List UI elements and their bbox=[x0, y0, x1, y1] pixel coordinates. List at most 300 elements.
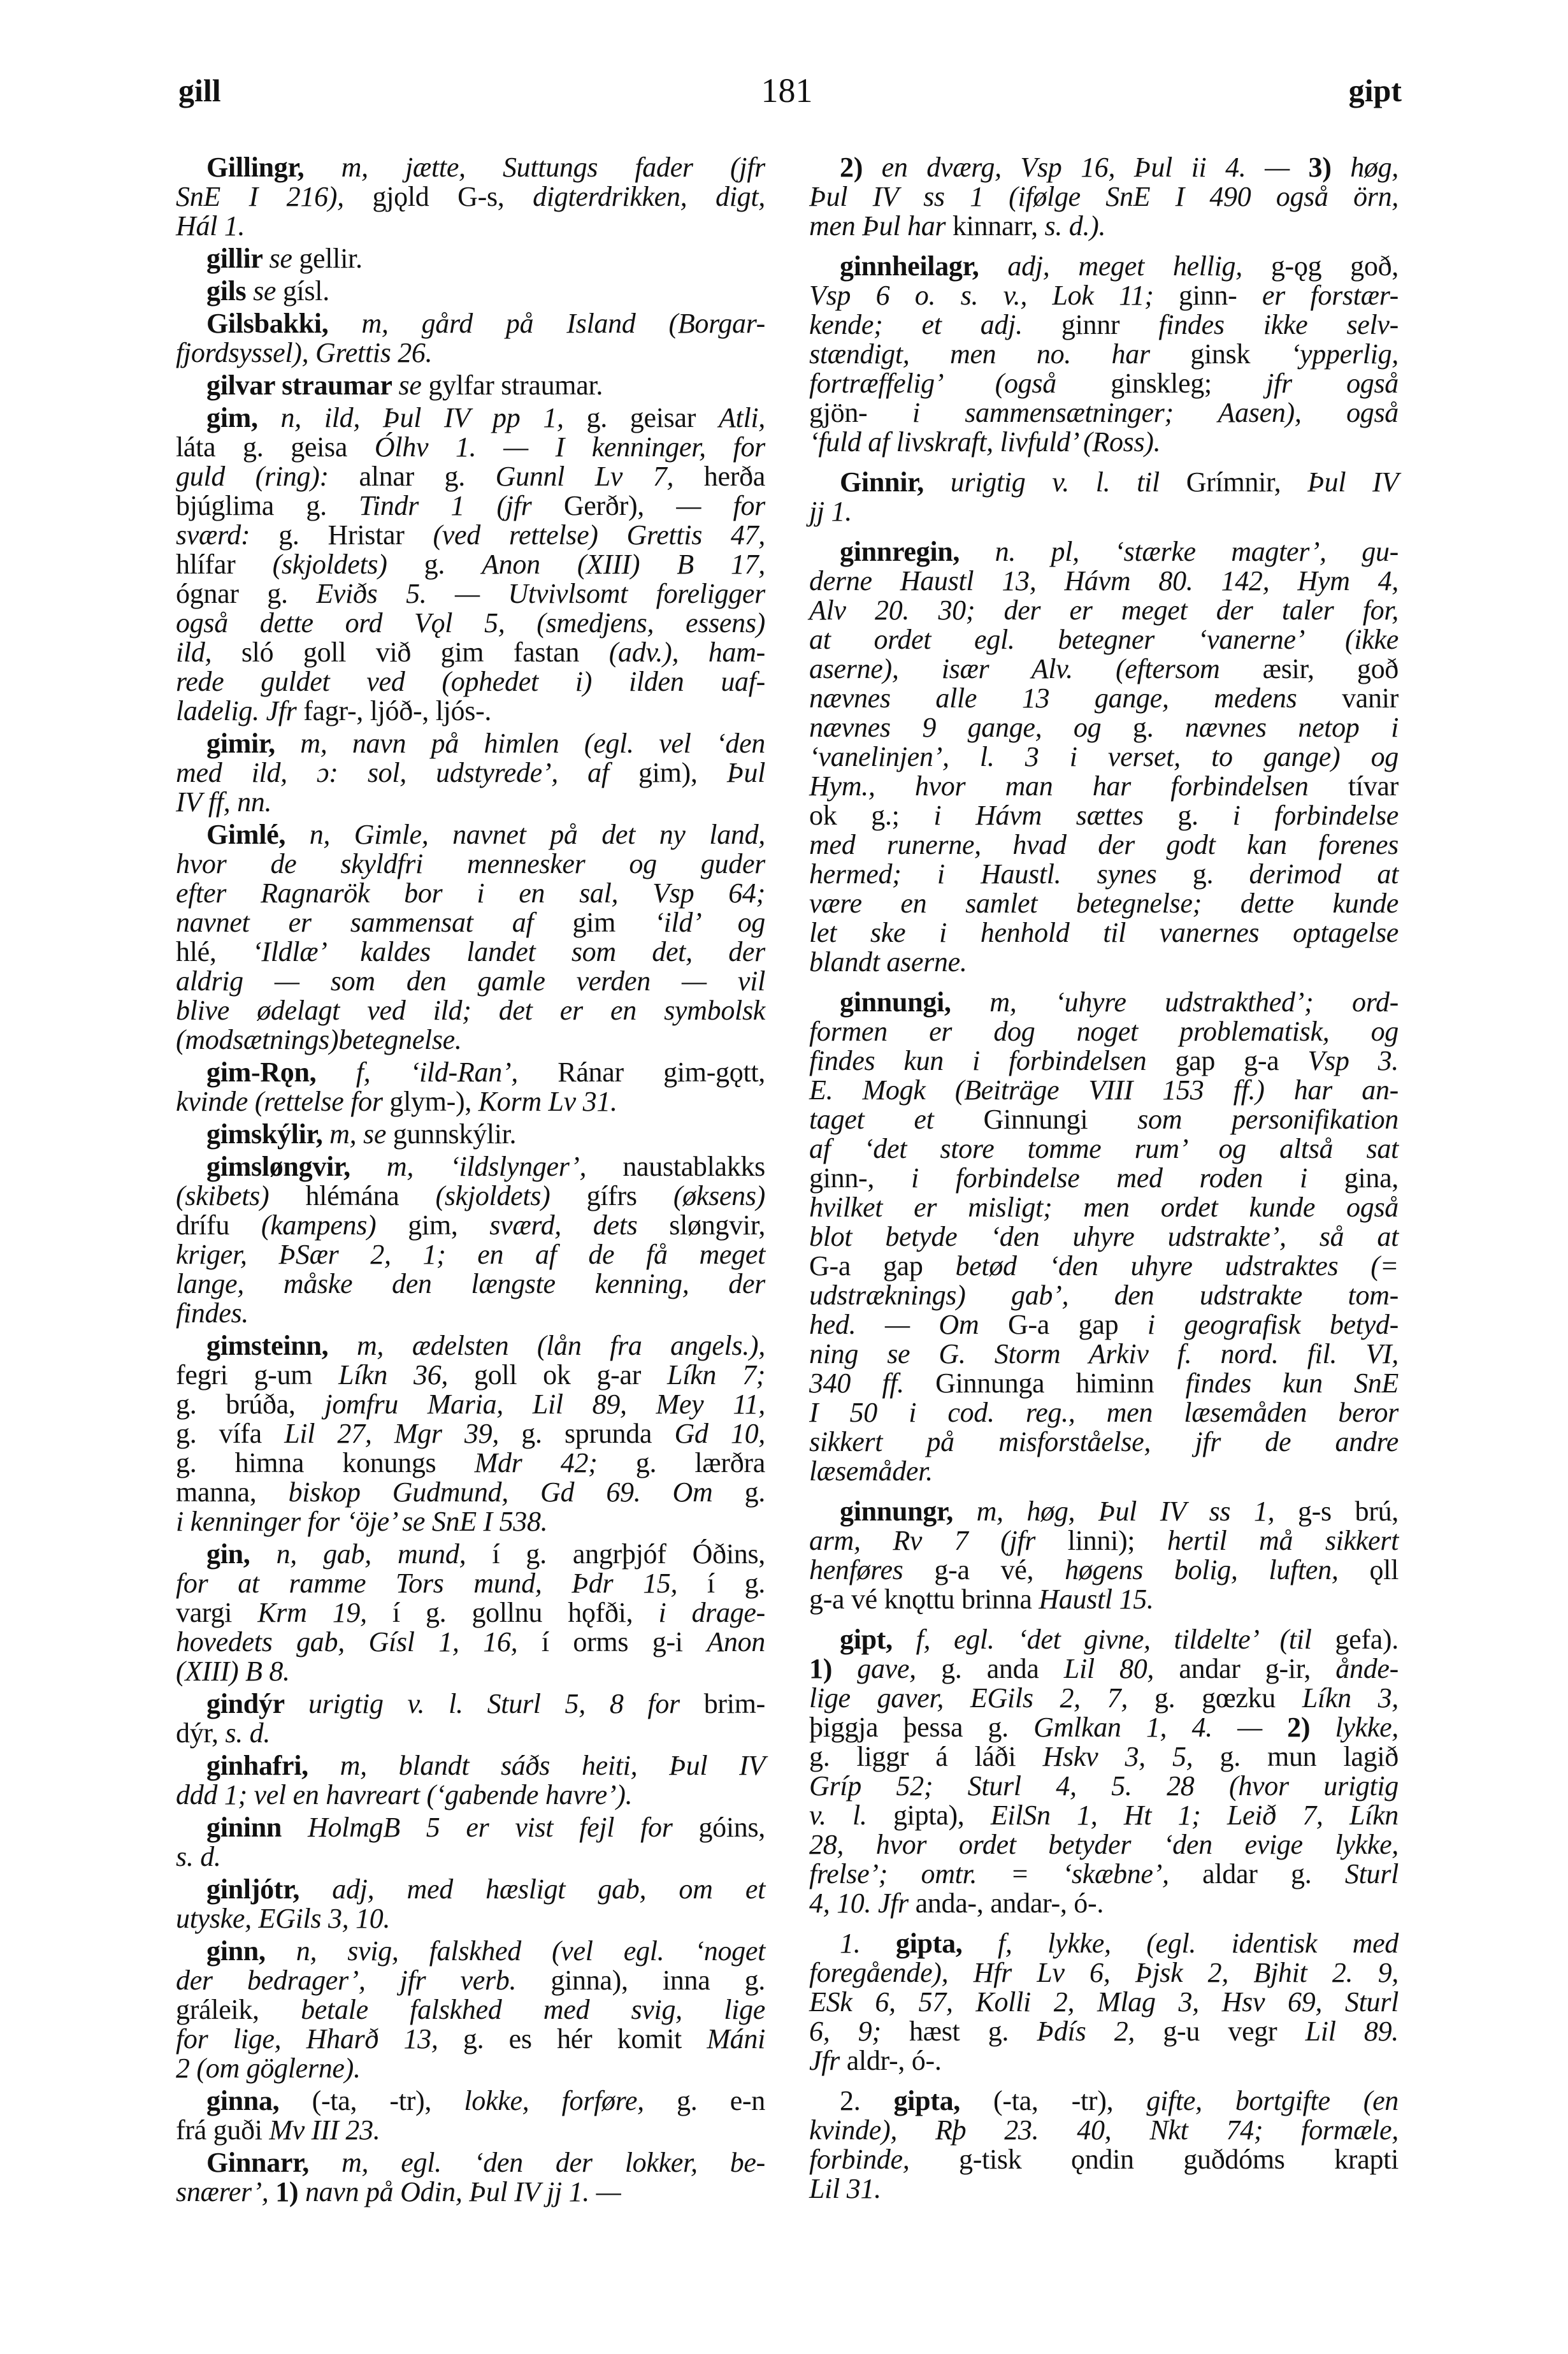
roman-text: láta g. geisa bbox=[176, 431, 375, 463]
roman-text: Gerðr), bbox=[563, 490, 677, 521]
italic-text: let ske i henhold til vanernes optagelse bbox=[809, 917, 1399, 948]
entry-line bbox=[176, 1995, 765, 2025]
roman-text: g-tisk ǫndin guðdóms krapti bbox=[909, 2144, 1399, 2175]
italic-text: Sturl bbox=[1344, 1858, 1399, 1889]
italic-text: (adv.), ham- bbox=[608, 637, 766, 668]
roman-text: fegri g-um bbox=[176, 1359, 339, 1390]
italic-text: ning se G. Storm Arkiv f. nord. fil. VI, bbox=[809, 1338, 1399, 1369]
dictionary-entry bbox=[176, 153, 765, 241]
italic-text: nævnes alle 13 gange, medens bbox=[809, 682, 1342, 714]
entry-line bbox=[809, 1076, 1399, 1105]
entry-line bbox=[176, 1689, 765, 1719]
roman-text: hlémána bbox=[305, 1180, 436, 1211]
entry-line bbox=[809, 567, 1399, 596]
roman-text: bjúglima g. bbox=[176, 490, 359, 521]
headword: gimskýlir, bbox=[206, 1118, 323, 1150]
entry-line bbox=[176, 1842, 765, 1872]
entry-line bbox=[809, 2017, 1399, 2046]
roman-text: gipta), bbox=[893, 1800, 991, 1831]
entry-line bbox=[176, 1780, 765, 1810]
italic-text: gifte, bortgifte (en bbox=[1146, 2085, 1399, 2116]
entry-line bbox=[809, 310, 1399, 340]
roman-text: ginna), inna g. bbox=[550, 1965, 765, 1996]
roman-text: aldr-, ó-. bbox=[846, 2045, 942, 2076]
entry-line bbox=[809, 153, 1399, 182]
italic-text: navn på Odin, Þul IV jj 1. — bbox=[305, 2176, 621, 2207]
italic-text: ild, bbox=[176, 637, 212, 668]
italic-text: i sammensætninger; Aasen), også bbox=[912, 397, 1399, 428]
italic-text: lokke, forføre, bbox=[464, 2085, 644, 2116]
italic-text: er forstær- bbox=[1262, 280, 1399, 311]
italic-text: 2 (om göglerne). bbox=[176, 2053, 361, 2084]
italic-text: adj, med hæsligt gab, om et bbox=[299, 1874, 765, 1905]
italic-text: (skjoldets) bbox=[272, 549, 424, 580]
roman-text: (-ta, -tr), bbox=[279, 2085, 464, 2116]
entry-line bbox=[809, 1526, 1399, 1556]
italic-text: ‘fuld af livskraft, livfuld’ (Ross). bbox=[809, 426, 1161, 458]
roman-text: ginn-, bbox=[809, 1162, 911, 1194]
italic-text: se bbox=[398, 370, 429, 401]
italic-text: I 50 i cod. reg., men læsemåden beror bbox=[809, 1397, 1399, 1428]
italic-text: navnet er sammensat af bbox=[176, 907, 573, 938]
italic-text: m, ‘uhyre udstrakthed’; ord- bbox=[951, 986, 1399, 1018]
headword: Ginnir, bbox=[840, 466, 924, 498]
roman-text: sló goll við gim fastan bbox=[212, 637, 609, 668]
roman-text: g-s brú, bbox=[1274, 1496, 1399, 1527]
italic-text: hvilket er misligt; men ordet kunde også bbox=[809, 1192, 1399, 1223]
entry-line bbox=[176, 2086, 765, 2116]
italic-text: af ‘det store tomme rum’ og altså sat bbox=[809, 1133, 1399, 1164]
entry-line bbox=[176, 908, 765, 937]
italic-text: lange, måske den længste kenning, der bbox=[176, 1268, 765, 1299]
italic-text: findes kun i forbindelsen bbox=[809, 1045, 1176, 1076]
entry-line bbox=[176, 338, 765, 368]
italic-text: Gunnl Lv 7, bbox=[495, 461, 674, 492]
entry-line bbox=[809, 1457, 1399, 1486]
italic-text: Lil 89. bbox=[1305, 2016, 1399, 2047]
italic-text: Þul IV bbox=[1307, 466, 1399, 498]
italic-text: (ved rettelse) Grettis 47, bbox=[433, 519, 765, 551]
entry-line bbox=[809, 2046, 1399, 2076]
dictionary-entry bbox=[176, 2086, 765, 2145]
roman-text: brim- bbox=[703, 1688, 765, 1719]
entry-line bbox=[176, 1240, 765, 1269]
entry-line bbox=[176, 879, 765, 908]
italic-text: v. l. bbox=[809, 1800, 893, 1831]
italic-text: Þdís 2, bbox=[1037, 2016, 1135, 2047]
italic-text: (øksens) bbox=[673, 1180, 766, 1211]
dictionary-entry bbox=[176, 1120, 765, 1149]
roman-text: goll ok g-ar bbox=[448, 1359, 668, 1390]
italic-text: aserne), især Alv. (eftersom bbox=[809, 653, 1263, 684]
roman-text: Ránar gim-gǫtt, bbox=[517, 1057, 766, 1088]
roman-text: kinnarr, bbox=[952, 210, 1045, 242]
italic-text: jj 1. bbox=[809, 496, 852, 527]
italic-text: betale falskhed med svig, lige bbox=[301, 1994, 765, 2025]
dictionary-entry bbox=[809, 1929, 1399, 2076]
entry-line bbox=[176, 1507, 765, 1536]
italic-text: Lil 27, Mgr 39, bbox=[284, 1418, 500, 1449]
entry-line bbox=[809, 1369, 1399, 1398]
italic-text: m, ‘ildslynger’, bbox=[350, 1151, 587, 1182]
italic-text: Líkn 3, bbox=[1302, 1682, 1399, 1714]
italic-text: SnE I 216), bbox=[176, 181, 344, 212]
entry-line bbox=[809, 1427, 1399, 1457]
dictionary-entry bbox=[176, 1331, 765, 1536]
roman-text: gim bbox=[572, 907, 655, 938]
dictionary-entry bbox=[809, 468, 1399, 526]
italic-text: n. pl, ‘stærke magter’, gu- bbox=[960, 536, 1399, 567]
entry-line bbox=[809, 801, 1399, 830]
roman-text: ǫll bbox=[1338, 1554, 1399, 1585]
entry-line bbox=[809, 1988, 1399, 2017]
header-guide-word-right: gipt bbox=[1348, 73, 1402, 108]
entry-line bbox=[809, 1164, 1399, 1193]
entry-line bbox=[176, 1478, 765, 1507]
left-column bbox=[176, 153, 765, 2207]
italic-text: blandt aserne. bbox=[809, 946, 967, 978]
entry-line bbox=[176, 2148, 765, 2177]
dictionary-entry bbox=[176, 1689, 765, 1748]
entry-line bbox=[809, 398, 1399, 428]
dictionary-entry bbox=[176, 1152, 765, 1328]
italic-text: ånde- bbox=[1335, 1653, 1399, 1684]
italic-text: ‘vanelinjen’, l. 3 i verset, to gange) og bbox=[809, 741, 1399, 772]
italic-text: i Hávm sættes bbox=[933, 800, 1178, 831]
italic-text: findes. bbox=[176, 1297, 249, 1329]
italic-text: Gríp 52; Sturl 4, 5. 28 (hvor urigtig bbox=[809, 1770, 1399, 1802]
entry-line bbox=[176, 1719, 765, 1748]
italic-text: som personifikation bbox=[1137, 1104, 1399, 1135]
italic-text: aldrig — som den gamle verden — vil bbox=[176, 965, 765, 997]
roman-text: herða bbox=[673, 461, 765, 492]
roman-text: í g. gollnu hǫfði, bbox=[366, 1597, 659, 1628]
italic-text: derne Haustl 13, Hávm 80. 142, Hym 4, bbox=[809, 565, 1399, 596]
dictionary-entry bbox=[809, 1625, 1399, 1918]
italic-text: høgens bolig, luften, bbox=[1065, 1554, 1339, 1585]
entry-line bbox=[809, 182, 1399, 212]
italic-text: (skibets) bbox=[176, 1180, 306, 1211]
roman-text: G-a gap bbox=[1007, 1309, 1147, 1340]
italic-text: 340 ff. bbox=[809, 1368, 904, 1399]
roman-text: (-ta, -tr), bbox=[960, 2085, 1147, 2116]
entry-line bbox=[809, 948, 1399, 977]
italic-text: der bedrager’, jfr verb. bbox=[176, 1965, 551, 1996]
italic-text: med runerne, hvad der godt kan forenes bbox=[809, 829, 1399, 860]
headword: ginnungr, bbox=[840, 1496, 953, 1527]
roman-text: gim, bbox=[408, 1209, 490, 1241]
italic-text: findes kun SnE bbox=[1185, 1368, 1399, 1399]
entry-line bbox=[809, 1193, 1399, 1222]
headword: gininn bbox=[206, 1812, 308, 1843]
headword: 2) bbox=[1287, 1712, 1335, 1743]
headword: gils bbox=[206, 275, 254, 307]
roman-text: Grímnir, bbox=[1186, 466, 1308, 498]
italic-text: lykke, bbox=[1335, 1712, 1399, 1743]
italic-text: Hskv 3, 5, bbox=[1042, 1741, 1193, 1772]
entry-line bbox=[809, 252, 1399, 281]
roman-text: sløngvir, bbox=[669, 1209, 766, 1241]
roman-text: gjǫld G-s, bbox=[343, 181, 533, 212]
headword: 1) bbox=[809, 1653, 858, 1684]
entry-line bbox=[176, 1628, 765, 1657]
italic-text: Líkn 7; bbox=[667, 1359, 766, 1390]
italic-text: Atli, bbox=[718, 402, 765, 433]
entry-line bbox=[809, 537, 1399, 567]
roman-text: tívar bbox=[1348, 770, 1399, 802]
headword: gindýr bbox=[206, 1688, 308, 1719]
entry-line bbox=[176, 2054, 765, 2083]
italic-text: være en samlet betegnelse; dette kunde bbox=[809, 888, 1399, 919]
entry-line bbox=[809, 2116, 1399, 2145]
entry-line bbox=[176, 1211, 765, 1240]
roman-text: gísl. bbox=[282, 275, 329, 307]
roman-text: g. himna konungs bbox=[176, 1447, 475, 1478]
entry-line bbox=[809, 281, 1399, 310]
italic-text: Lil 80, bbox=[1063, 1653, 1154, 1684]
entry-line bbox=[809, 1801, 1399, 1830]
italic-text: Vsp 3. bbox=[1307, 1045, 1399, 1076]
roman-text: g. mun lagið bbox=[1193, 1741, 1399, 1772]
entry-line bbox=[176, 996, 765, 1025]
entry-line bbox=[809, 1742, 1399, 1772]
entry-line bbox=[809, 1017, 1399, 1046]
roman-text: ginsk bbox=[1190, 338, 1291, 370]
italic-text: kvinde), Rþ 23. 40, Nkt 74; formæle, bbox=[809, 2114, 1399, 2146]
roman-text: g. lærðra bbox=[597, 1447, 765, 1478]
dictionary-entry bbox=[809, 988, 1399, 1486]
italic-text: at ordet egl. betegner ‘vanerne’ (ikke bbox=[809, 624, 1399, 655]
italic-text: n, gab, mund, bbox=[250, 1538, 466, 1570]
italic-text: derimod at bbox=[1249, 858, 1399, 890]
italic-text: digterdrikken, digt, bbox=[533, 181, 765, 212]
italic-text: s. d. bbox=[176, 1841, 221, 1872]
headword: Gillingr, bbox=[206, 152, 305, 183]
italic-text: Vsp 6 o. s. v., Lok 11; bbox=[809, 280, 1154, 311]
headword: ginnungi, bbox=[840, 986, 951, 1018]
italic-text: EilSn 1, Ht 1; Leið 7, Líkn bbox=[990, 1800, 1399, 1831]
entry-line bbox=[809, 1654, 1399, 1684]
roman-text: drífu bbox=[176, 1209, 261, 1241]
italic-text: også dette ord Vǫl 5, (smedjens, essens) bbox=[176, 607, 765, 639]
entry-line bbox=[176, 788, 765, 817]
entry-line bbox=[176, 967, 765, 996]
italic-text: foregående), Hfr Lv 6, Þjsk 2, Bjhit 2. 9, bbox=[809, 1957, 1399, 1988]
entry-line bbox=[176, 462, 765, 491]
entry-line bbox=[176, 667, 765, 697]
italic-text: kvinde (rettelse for bbox=[176, 1086, 390, 1117]
entry-line bbox=[809, 684, 1399, 713]
headword: 3) bbox=[1308, 152, 1351, 183]
entry-line bbox=[809, 1105, 1399, 1134]
entry-line bbox=[809, 830, 1399, 860]
roman-text: manna, bbox=[176, 1477, 289, 1508]
italic-text: Þul bbox=[726, 757, 765, 788]
roman-text: í g. angrþjóf Óðins, bbox=[466, 1538, 765, 1570]
entry-line bbox=[176, 638, 765, 667]
headword: gipt, bbox=[840, 1624, 893, 1655]
headword: ginna, bbox=[206, 2085, 280, 2116]
entry-line bbox=[809, 713, 1399, 742]
entry-line bbox=[809, 1134, 1399, 1164]
entry-line bbox=[176, 1120, 765, 1149]
roman-text: g. bbox=[1177, 800, 1233, 831]
roman-text: g. liggr á láði bbox=[809, 1741, 1043, 1772]
entry-line bbox=[809, 1625, 1399, 1654]
italic-text: m, navn på himlen (egl. vel ‘den bbox=[275, 728, 765, 759]
headword: ginljótr, bbox=[206, 1874, 300, 1905]
entry-line bbox=[176, 1361, 765, 1390]
italic-text: urigtig v. l. Sturl 5, 8 for bbox=[308, 1688, 704, 1719]
roman-text: g-a vé, bbox=[934, 1554, 1065, 1585]
entry-line bbox=[809, 596, 1399, 625]
entry-line bbox=[809, 1684, 1399, 1713]
roman-text: 2. bbox=[840, 2085, 894, 2116]
italic-text: Krm 19, bbox=[257, 1597, 367, 1628]
roman-text: gylfar straumar. bbox=[428, 370, 603, 401]
headword: ginnregin, bbox=[840, 536, 960, 567]
italic-text: Gd 10, bbox=[674, 1418, 765, 1449]
italic-text: E. Mogk (Beiträge VIII 153 ff.) har an- bbox=[809, 1074, 1399, 1106]
roman-text: ógnar g. bbox=[176, 578, 317, 609]
dictionary-entry bbox=[176, 1058, 765, 1116]
entry-line bbox=[176, 491, 765, 521]
entry-line bbox=[176, 403, 765, 433]
roman-text: andar g-ir, bbox=[1154, 1653, 1336, 1684]
entry-line bbox=[809, 1889, 1399, 1918]
entry-line bbox=[176, 277, 765, 306]
headword: 2) bbox=[840, 152, 882, 183]
italic-text: Tindr 1 (jfr bbox=[359, 490, 564, 521]
italic-text: se bbox=[253, 275, 283, 307]
italic-text: (modsætnings)betegnelse. bbox=[176, 1024, 462, 1055]
italic-text: jfr også bbox=[1266, 368, 1399, 399]
roman-text: hæst g. bbox=[881, 2016, 1037, 2047]
entry-line bbox=[176, 609, 765, 638]
roman-text: naustablakks bbox=[586, 1151, 766, 1182]
entry-line bbox=[809, 1772, 1399, 1801]
italic-text: Eviðs 5. — Utvivlsomt foreligger bbox=[316, 578, 765, 609]
dictionary-entry bbox=[176, 309, 765, 368]
italic-text: men Þul har bbox=[809, 210, 953, 242]
roman-text: g. geisar bbox=[563, 402, 719, 433]
entry-line bbox=[809, 497, 1399, 526]
entry-line bbox=[809, 1398, 1399, 1427]
italic-text: kende; et adj. bbox=[809, 309, 1061, 340]
entry-line bbox=[176, 758, 765, 788]
italic-text: findes ikke selv- bbox=[1158, 309, 1399, 340]
entry-line bbox=[176, 1540, 765, 1569]
dictionary-entry bbox=[809, 153, 1399, 241]
roman-text: anda-, andar-, ó-. bbox=[915, 1888, 1104, 1919]
italic-text: m, jætte, Suttungs fader (jfr bbox=[304, 152, 765, 183]
italic-text: Hym., hvor man har forbindelsen bbox=[809, 770, 1348, 802]
roman-text: g. anda bbox=[916, 1653, 1064, 1684]
italic-text: Líkn 36, bbox=[338, 1359, 449, 1390]
italic-text: for lige, Hharð 13, bbox=[176, 2023, 438, 2054]
dictionary-entry bbox=[176, 820, 765, 1055]
roman-text: linni); bbox=[1067, 1525, 1167, 1556]
italic-text: lige gaver, EGils 2, 7, bbox=[809, 1682, 1128, 1714]
roman-text: g. vífa bbox=[176, 1418, 285, 1449]
dictionary-entry bbox=[176, 1540, 765, 1686]
entry-line bbox=[809, 1958, 1399, 1988]
entry-line bbox=[809, 654, 1399, 684]
entry-line bbox=[809, 1046, 1399, 1076]
italic-text: læsemåder. bbox=[809, 1455, 933, 1487]
italic-text: arm, Rv 7 (jfr bbox=[809, 1525, 1068, 1556]
roman-text: vanir bbox=[1342, 682, 1399, 714]
italic-text: 4, 10. Jfr bbox=[809, 1888, 916, 1919]
roman-text: ginn- bbox=[1153, 280, 1262, 311]
entry-line bbox=[809, 1222, 1399, 1252]
roman-text: g-a vé knǫttu brinna bbox=[809, 1584, 1039, 1615]
italic-text: n, svig, falskhed (vel egl. ‘noget bbox=[265, 1935, 765, 1967]
italic-text: Hál 1. bbox=[176, 210, 245, 242]
dictionary-entry bbox=[176, 2148, 765, 2207]
italic-text: ESk 6, 57, Kolli 2, Mlag 3, Hsv 69, Sturl bbox=[809, 1986, 1399, 2018]
entry-line bbox=[176, 1657, 765, 1686]
entry-line bbox=[809, 988, 1399, 1017]
entry-line bbox=[809, 340, 1399, 369]
headword: gimsteinn, bbox=[206, 1330, 329, 1361]
italic-text: Anon bbox=[707, 1626, 765, 1657]
italic-text: i geografisk betyd- bbox=[1147, 1309, 1399, 1340]
italic-text: høg, bbox=[1350, 152, 1399, 183]
entry-line bbox=[809, 1830, 1399, 1859]
italic-text: n, ild, Þul IV pp 1, bbox=[257, 402, 564, 433]
roman-text: hlífar bbox=[176, 549, 273, 580]
entry-line bbox=[176, 1181, 765, 1211]
italic-text: 6, 9; bbox=[809, 2016, 881, 2047]
italic-text: s. d. bbox=[225, 1717, 271, 1749]
italic-text: forbinde, bbox=[809, 2144, 910, 2175]
italic-text: i drage- bbox=[658, 1597, 765, 1628]
dictionary-entry bbox=[809, 1497, 1399, 1614]
entry-line bbox=[809, 772, 1399, 801]
entry-line bbox=[809, 889, 1399, 918]
entry-line bbox=[809, 1252, 1399, 1281]
entry-line bbox=[176, 1598, 765, 1628]
entry-line bbox=[809, 1339, 1399, 1369]
roman-text: gina, bbox=[1344, 1162, 1399, 1194]
entry-line bbox=[809, 1556, 1399, 1585]
roman-text: gunnskýlir. bbox=[392, 1118, 517, 1150]
entry-line bbox=[176, 521, 765, 550]
roman-text: Ginnungi bbox=[983, 1104, 1138, 1135]
italic-text: adj, meget hellig, bbox=[979, 250, 1242, 282]
italic-text: s. d.). bbox=[1044, 210, 1106, 242]
entry-line bbox=[176, 2177, 765, 2207]
italic-text: fjordsyssel), Grettis 26. bbox=[176, 337, 433, 368]
dictionary-entry bbox=[176, 403, 765, 726]
italic-text: m, blandt sáðs heiti, Þul IV bbox=[308, 1750, 765, 1781]
italic-text: utyske, EGils 3, 10. bbox=[176, 1903, 391, 1934]
roman-text: g. bbox=[1132, 712, 1185, 743]
dictionary-entry bbox=[176, 729, 765, 817]
italic-text: sværd: bbox=[176, 519, 250, 551]
italic-text: f, lykke, (egl. identisk med bbox=[962, 1928, 1399, 1959]
italic-text: Gmlkan 1, 4. — bbox=[1033, 1712, 1288, 1743]
italic-text: hovedets gab, Gísl 1, 16, bbox=[176, 1626, 518, 1657]
entry-line bbox=[176, 1390, 765, 1419]
headword: gim-Rǫn, bbox=[206, 1057, 317, 1088]
italic-text: (kampens) bbox=[261, 1209, 408, 1241]
italic-text: stændigt, men no. har bbox=[809, 338, 1191, 370]
italic-text: hvor de skyldfri mennesker og guder bbox=[176, 848, 765, 879]
roman-text: g. es hér komit bbox=[438, 2023, 707, 2054]
entry-line bbox=[809, 1713, 1399, 1742]
